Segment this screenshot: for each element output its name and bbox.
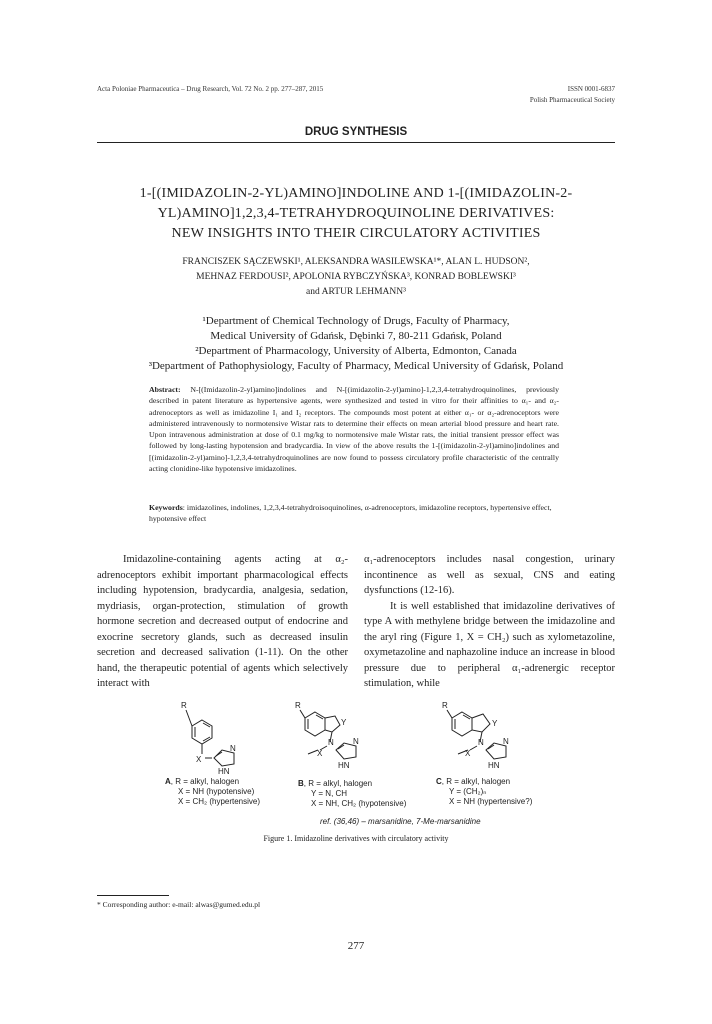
keywords-label: Keywords [149,503,183,512]
authors-line-3: and ARTUR LEHMANN³ [306,287,406,297]
structure-a [186,710,234,766]
society: Polish Pharmaceutical Society [529,96,615,104]
svg-text:N: N [478,738,484,747]
page-number: 277 [347,940,365,952]
legend-a-line-3: X = CH₂ (hypertensive) [178,797,261,806]
figure-1-structures [150,698,610,784]
title-line-1: 1-[(IMIDAZOLIN-2-YL)AMINO]INDOLINE AND 1-[(IMIDAZOLIN-2- [139,186,573,201]
structure-c [447,710,506,759]
svg-text:R: R [442,701,448,710]
body-right-column [364,552,615,692]
svg-text:N: N [503,737,509,746]
figure-reference: ref. (36,46) – marsanidine, 7-Me-marsanidine [320,817,481,826]
figure-caption: Figure 1. Imidazoline derivatives with circulatory activity [263,834,449,843]
abstract-text: N-[(Imidazolin-2-yl)amino]indolines and N-[(imidazolin-2-yl)amino]-1,2,3,4-tetrahydroquinolines, previously described in patent literature as hypertensive agents, were synthesized and tested in vitro for their affinities to α₁- and α₂-adrenoceptors as well as imidazoline I₁ and I₂ receptors. The compounds most potent at either α₁- or α₂-adrenoceptors were administered intravenously to normotensive Wistar rats to determine their effects on mean arterial blood pressure and heart rate. Upon intravenous administration at dose of 0.1 mg/kg to normotensive male Wistar rats, the initial transient pressor effect was followed by long-lasting hypotension and bradycardia. In view of the above results the 1-[(imidazolin-2-yl)amino]indolines and [(imidazolin-2-yl)amino]-1,2,3,4-tetrahydroquinolines are now found to possess circulatory profile characteristic of the centrally acting clonidine-like hypotensive imidazolines. [149,385,559,474]
title-line-2: YL)AMINO]1,2,3,4-TETRAHYDROQUINOLINE DERIVATIVES: [157,206,555,221]
journal-header: Acta Poloniae Pharmaceutica – Drug Research, Vol. 72 No. 2 pp. 277–287, 2015 [97,85,324,93]
legend-c-line-3: X = NH (hypertensive?) [449,797,533,806]
body-left-column [97,552,348,692]
authors-line-2: MEHNAZ FERDOUSI², APOLONIA RYBCZYŃSKA³, KONRAD BOBLEWSKI³ [196,272,516,282]
affiliation-1b: Medical University of Gdańsk, Dębinki 7, 80-211 Gdańsk, Poland [210,330,502,342]
authors-line-1: FRANCISZEK SĄCZEWSKI¹, ALEKSANDRA WASILEWSKA¹*, ALAN L. HUDSON², [182,257,530,267]
svg-text:N: N [230,744,236,753]
svg-text:R: R [295,701,301,710]
svg-text:R: R [181,701,187,710]
body-left-text: Imidazoline-containing agents acting at α₂-adrenoceptors exhibit important pharmacological effects including hypotension, bradycardia, analgesia, sedation, mydriasis, organ-protection, stimulation of growth hormone secretion and decreased output of endocrine and exocrine secretory glands, such as decreased insulin secretion and decreased salivation (1-11). On the other hand, the therapeutic potential of agents which selectively interact with [97,554,348,689]
legend-c-label: C [436,777,442,786]
footnote-rule [97,895,169,896]
abstract [149,384,559,474]
affiliation-3: ³Department of Pathophysiology, Faculty of Pharmacy, Medical University of Gdańsk, Poland [148,360,564,372]
keywords-text: : imidazolines, indolines, 1,2,3,4-tetrahydroisoquinolines, α-adrenoceptors, imidazoline receptors, hypertensive effect, hypotensive effect [149,503,552,524]
svg-text:HN: HN [218,767,230,776]
issn: ISSN 0001-6837 [567,85,615,93]
legend-c-line-2: Y = (CH₂)ₙ [449,787,487,796]
legend-c-line-1: R = alkyl, halogen [446,777,511,786]
legend-a: A, R = alkyl, halogen X = NH (hypotensive) X = CH₂ (hypertensive) [165,777,261,806]
svg-text:X: X [317,749,323,758]
legend-c: C, R = alkyl, halogen Y = (CH₂)ₙ X = NH (hypertensive?) [436,777,533,806]
section-title: DRUG SYNTHESIS [304,126,408,138]
legend-b-line-3: X = NH, CH₂ (hypotensive) [311,799,407,808]
section-rule [97,142,615,143]
affiliation-2: ²Department of Pharmacology, University of Alberta, Edmonton, Canada [195,345,517,357]
svg-text:Y: Y [492,719,498,728]
structure-b [300,710,356,759]
svg-text:HN: HN [488,761,500,770]
legend-b-line-2: Y = N, CH [311,789,348,798]
svg-text:X: X [465,749,471,758]
body-right-p2: It is well established that imidazoline derivatives of type A with methylene bridge between the imidazoline and the aryl ring (Figure 1, X = CH₂) such as xylometazoline, oxymetazoline and naphazoline induce an increase in blood pressure due to peripheral α₁-adrenergic receptor stimulation, while [364,600,615,689]
svg-text:X: X [196,755,202,764]
footnote: * Corresponding author: e-mail: alwas@gumed.edu.pl [97,900,261,909]
svg-text:HN: HN [338,761,350,770]
svg-text:Y: Y [341,718,347,727]
legend-a-line-1: R = alkyl, halogen [175,777,240,786]
legend-b-label: B [298,779,304,788]
legend-b: B, R = alkyl, halogen Y = N, CH X = NH, CH₂ (hypotensive) [298,779,407,808]
legend-b-line-1: R = alkyl, halogen [308,779,373,788]
svg-text:N: N [353,737,359,746]
keywords [149,502,559,525]
svg-text:N: N [328,738,334,747]
legend-a-label: A [165,777,171,786]
abstract-label: Abstract: [149,385,181,394]
body-right-p1: α₁-adrenoceptors includes nasal congestion, urinary incontinence as well as sexual, CNS and eating dysfunctions (12-16). [364,554,615,596]
affiliation-1: ¹Department of Chemical Technology of Drugs, Faculty of Pharmacy, [202,315,510,327]
legend-a-line-2: X = NH (hypotensive) [178,787,255,796]
title-line-3: NEW INSIGHTS INTO THEIR CIRCULATORY ACTIVITIES [171,226,541,241]
